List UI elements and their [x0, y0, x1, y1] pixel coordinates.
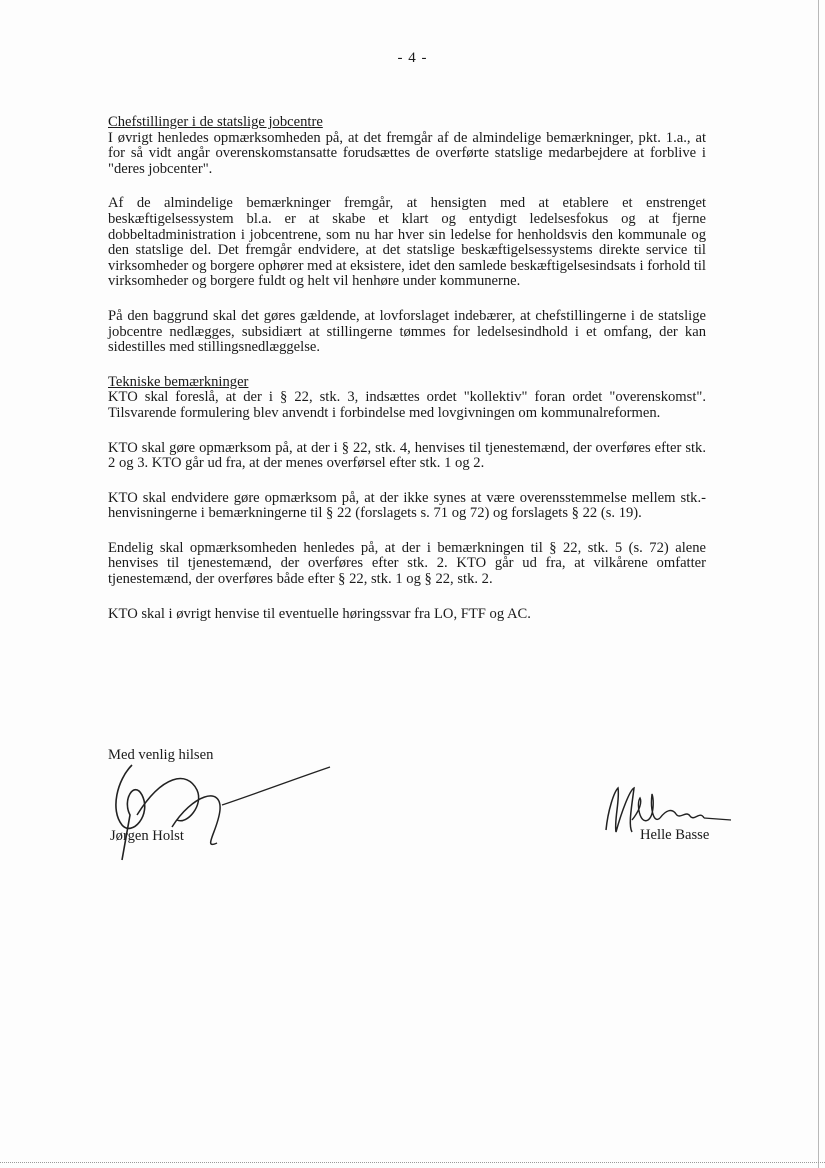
signatory-right-name: Helle Basse	[640, 827, 710, 843]
paragraph: I øvrigt henledes opmærksomheden på, at det fremgår af de almindelige bemærkninger, pkt. 1.a., at for så vidt angår overenskomstansatte forudsættes de overførte statslige medarbejdere at forblive i "deres jobcenter".	[108, 129, 706, 177]
section-tekniske-bemaerkninger	[108, 375, 706, 422]
signatory-left-name: Jørgen Holst	[110, 828, 184, 844]
page-number: - 4 -	[397, 50, 428, 66]
paragraph: Af de almindelige bemærkninger fremgår, at hensigten med at etablere et enstrenget beskæftigelsessystem bl.a. er at skabe et klart og entydigt ledelsesfokus og at fjerne dobbeltadministration i jobcentrene, som nu har hver sin ledelse for henholdsvis den kommunale og den statslige del. Det fremgår endvidere, at det statslige beskæftigelsessystems direkte service til virksomheder og borgere ophører med at eksistere, idet den samlede beskæftigelsesindsats i forhold til virksomheder og borgere fuldt og helt vil henhøre under kommunerne.	[108, 195, 706, 290]
paragraph: På den baggrund skal det gøres gældende, at lovforslaget indebærer, at chefstillingerne i de statslige jobcentre nedlægges, subsidiært at stillingerne tømmes for ledelsesindhold i et omfang, der kan sidestilles med stillingsnedlæggelse.	[108, 307, 706, 356]
section-chefstillinger	[108, 115, 706, 177]
paragraph: Endelig skal opmærksomheden henledes på, at der i bemærkningen til § 22, stk. 5 (s. 72) alene henvises til tjenestemænd, der overføres efter stk. 2. KTO går ud fra, at vilkårene omfatter tjenestemænd, der overføres både efter § 22, stk. 1 og § 22, stk. 2.	[108, 539, 706, 588]
signature-left	[92, 755, 342, 865]
paragraph: KTO skal i øvrigt henvise til eventuelle høringssvar fra LO, FTF og AC.	[108, 605, 531, 622]
letter-body	[108, 115, 706, 641]
section-heading: Tekniske bemærkninger	[108, 373, 249, 390]
closing-salutation: Med venlig hilsen	[108, 747, 214, 763]
paragraph: KTO skal gøre opmærksom på, at der i § 22, stk. 4, henvises til tjenestemænd, der overføres efter stk. 2 og 3. KTO går ud fra, at der menes overførsel efter stk. 1 og 2.	[108, 439, 706, 472]
paragraph: KTO skal foreslå, at der i § 22, stk. 3, indsættes ordet "kollektiv" foran ordet "overenskomst". Tilsvarende formulering blev anvendt i forbindelse med lovgivningen om kommunalreformen.	[108, 389, 706, 421]
page-edge-bottom	[0, 1162, 825, 1164]
paragraph: KTO skal endvidere gøre opmærksom på, at der ikke synes at være overensstemmelse mellem stk.-henvisningerne i bemærkningerne til § 22 (forslagets s. 71 og 72) og forslagets § 22 (s. 19).	[108, 489, 706, 522]
section-heading: Chefstillinger i de statslige jobcentre	[108, 114, 323, 130]
page-edge-right	[818, 0, 819, 1168]
